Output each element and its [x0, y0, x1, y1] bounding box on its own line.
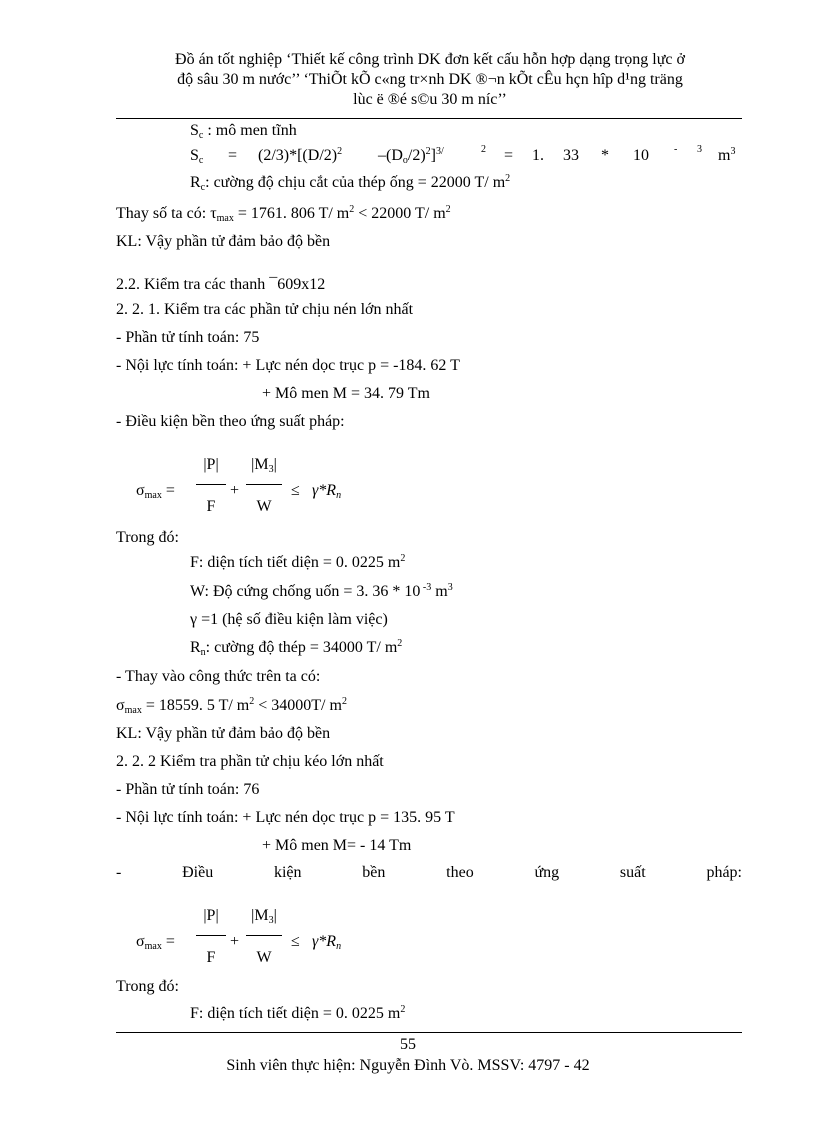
area-definition-1: F: diện tích tiết diện = 0. 0225 $m^2$: [190, 553, 406, 571]
rc-definition: $R_c$: cường độ chịu cắt của thép ống = 22000 T/ $m^2$: [190, 173, 511, 193]
substitution-result-1: Thay số ta có: $\tau_{max} = 1761$. 806 T/ $m^2 < 22000$ T/ $m^2$: [116, 204, 451, 224]
strength-condition-2: [116, 864, 742, 882]
rn-definition: $R_n$: cường độ thép = 34000 T/ $m^2$: [190, 638, 403, 658]
document-page: Đồ án tốt nghiệp ‘Thiết kế công trình DK đơn kết cấu hỗn hợp dạng trọng lực ở độ sâu 30 m nước’’ ‘ThiÕt kÕ c«ng tr×nh DK ®¬n kÕt cÊu hçn hîp d¹ng träng lùc ë ®é s©u 30 m níc’’ $S_c$ : mô men tĩnh $S_c$ = $(2/3)*[(D/2)^2$ $-(D_o/2)^2]^{3/}$ 2 = 1. 33 * 10 - 3 $m^3$ $R_c$: cường độ chịu cắt của thép ống = 22000 T/ $m^2$ Thay số ta có: $\tau_{max} = 1761$. 806 T/ $m^2 < 22000$ T/ $m^2$ KL: Vậy phần tử đảm bảo độ bền 2.2. Kiểm tra các thanh ¯609x12 2. 2. 1. Kiểm tra các phần tử chịu nén lớn nhất - Phần tử tính toán: 75 - Nội lực tính toán: + Lực nén dọc trục p = -184. 62 T + Mô men M = 34. 79 Tm - Điều kiện bền theo ứng suất pháp: $\sigma_{max}$ = |P| F + $|M_3|$ W ≤ $\gamma*R_n$ Trong đó: F: diện tích tiết diện = 0. 0225 $m^2$ W: Độ cứng chống uốn = 3. 36 * 10 $^{-3}$ $m^3$ γ =1 (hệ số điều kiện làm việc) $R_n$: cường độ thép = 34000 T/ $m^2$ - Thay vào công thức trên ta có: $\sigma_{max} = 18559$. 5 T/ $m^2 < 34000T/$ $m^2$ KL: Vậy phần tử đảm bảo độ bền 2. 2. 2 Kiểm tra phần tử chịu kéo lớn nhất - Phần tử tính toán: 76 - Nội lực tính toán: + Lực nén dọc trục p = 135. 95 T + Mô men M= - 14 Tm - Điều kiện bền theo ứng suất pháp: $\sigma_{max}$ = |P| F + $|M_3|$ W ≤ $\gamma*R_n$ Trong đó: F: diện tích tiết diện = 0. 0225 $m^2$ 55 Sinh viên thực hiện: Nguyễn Đình Vò. MSSV: 4797 - 42: [0, 0, 816, 1123]
section-2-2-1-title: 2. 2. 1. Kiểm tra các phần tử chịu nén lớn nhất: [116, 301, 414, 318]
where-label-2: Trong đó:: [116, 978, 179, 995]
internal-force-2: - Nội lực tính toán: + Lực nén dọc trục p = 135. 95 T: [116, 809, 455, 826]
header-rule: [116, 118, 742, 119]
section-2-2-2-title: 2. 2. 2 Kiểm tra phần tử chịu kéo lớn nhất: [116, 753, 384, 770]
word: Điều: [182, 864, 214, 881]
word: suất: [619, 864, 646, 881]
word: kiện: [273, 864, 302, 881]
area-definition-2: F: diện tích tiết diện = 0. 0225 $m^2$: [190, 1004, 406, 1022]
strength-condition-1: - Điều kiện bền theo ứng suất pháp:: [116, 413, 345, 430]
moment-2: + Mô men M= - 14 Tm: [262, 837, 412, 854]
gamma-definition: γ =1 (hệ số điều kiện làm việc): [190, 611, 388, 628]
header-line-1: Đồ án tốt nghiệp ‘Thiết kế công trình DK đơn kết cấu hỗn hợp dạng trọng lực ở: [175, 51, 685, 68]
element-number-1: - Phần tử tính toán: 75: [116, 329, 260, 346]
footer-rule: [116, 1032, 742, 1033]
sc-definition: $S_c$ : mô men tĩnh: [190, 122, 297, 141]
substitution-result-2: $\sigma_{max} = 18559$. 5 T/ $m^2 < 34000T/$ $m^2$: [116, 696, 347, 716]
section-modulus-definition: W: Độ cứng chống uốn = 3. 36 * 10 $^{-3}$ $m^3$: [190, 582, 453, 600]
conclusion-2: KL: Vậy phần tử đảm bảo độ bền: [116, 725, 331, 742]
page-header: [110, 50, 750, 110]
header-line-2: độ sâu 30 m nước’’ ‘ThiÕt kÕ c«ng tr×nh DK ®¬n kÕt cÊu hçn hîp d¹ng träng: [177, 71, 683, 88]
element-number-2: - Phần tử tính toán: 76: [116, 781, 260, 798]
word: ứng: [534, 864, 560, 881]
word: pháp:: [706, 864, 742, 881]
page-number: 55: [400, 1036, 416, 1053]
word: theo: [446, 864, 474, 881]
word: -: [116, 864, 122, 881]
substitution-label-2: - Thay vào công thức trên ta có:: [116, 668, 321, 685]
internal-force-1: - Nội lực tính toán: + Lực nén dọc trục p = -184. 62 T: [116, 357, 460, 374]
section-2-2-title: 2.2. Kiểm tra các thanh ¯609x12: [116, 276, 326, 293]
moment-1: + Mô men M = 34. 79 Tm: [262, 385, 430, 402]
conclusion-1: KL: Vậy phần tử đảm bảo độ bền: [116, 233, 331, 250]
stress-formula-1: $\sigma_{max}$ = |P| F + $|M_3|$ W ≤ $\gamma*R_n$: [136, 456, 342, 515]
word: bền: [362, 864, 386, 881]
student-info: Sinh viên thực hiện: Nguyễn Đình Vò. MSSV: 4797 - 42: [226, 1057, 590, 1074]
stress-formula-2: $\sigma_{max}$ = |P| F + $|M_3|$ W ≤ $\gamma*R_n$: [136, 907, 342, 966]
header-line-3: lùc ë ®é s©u 30 m níc’’: [353, 91, 507, 108]
where-label-1: Trong đó:: [116, 529, 179, 546]
